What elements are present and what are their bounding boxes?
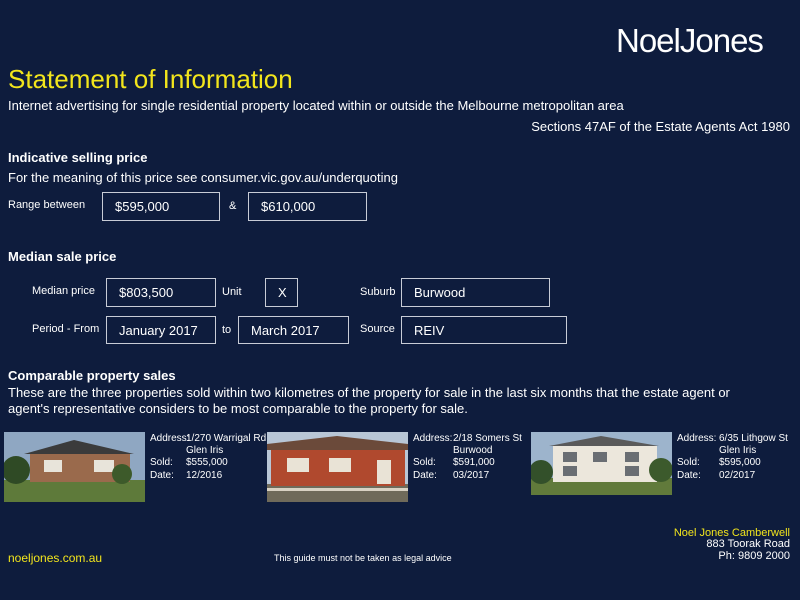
range-label: Range between (8, 199, 86, 211)
page-title: Statement of Information (8, 64, 293, 94)
range-low-field: $595,000 (102, 192, 220, 221)
noel-jones-logo: NoelJones (616, 22, 763, 59)
period-from-field: January 2017 (106, 316, 216, 344)
comparable-description-line1: These are the three properties sold within two kilometres of the property for sale in the last six months that the estate agent or (8, 385, 730, 400)
property-photo-3 (531, 432, 672, 495)
comparable-1-details: Address: 1/270 Warrigal Rd Glen Iris Sold: $555,000 Date: 12/2016 (150, 433, 267, 481)
office-name: Noel Jones Camberwell (673, 527, 790, 539)
suburb-label: Suburb (360, 286, 396, 298)
unit-label: Unit (222, 286, 242, 298)
median-price-field: $803,500 (106, 278, 216, 307)
property-photo-1 (4, 432, 145, 502)
unit-field: X (265, 278, 298, 307)
range-high-field: $610,000 (248, 192, 367, 221)
comparable-2-details: Address: 2/18 Somers St Burwood Sold: $591,000 Date: 03/2017 (413, 433, 522, 481)
website-link[interactable]: noeljones.com.au (8, 551, 103, 565)
period-to-field: March 2017 (238, 316, 349, 344)
comparable-description-line2: agent's representative considers to be most comparable to the property for sale. (8, 401, 468, 416)
comparable-sales-heading: Comparable property sales (8, 368, 176, 383)
source-label: Source (360, 323, 395, 335)
legislation-reference: Sections 47AF of the Estate Agents Act 1980 (531, 119, 790, 134)
range-and-label: & (229, 200, 237, 212)
comparable-3-details: Address: 6/35 Lithgow St Glen Iris Sold: $595,000 Date: 02/2017 (677, 433, 788, 481)
property-photo-2 (267, 432, 408, 502)
suburb-field: Burwood (401, 278, 550, 307)
indicative-price-note: For the meaning of this price see consumer.vic.gov.au/underquoting (8, 170, 398, 185)
indicative-price-heading: Indicative selling price (8, 150, 148, 165)
period-from-label: Period - From (32, 323, 100, 335)
median-price-label: Median price (32, 285, 95, 297)
source-field: REIV (401, 316, 567, 344)
page-subtitle: Internet advertising for single residential property located within or outside the Melbourne metropolitan area (8, 98, 624, 113)
legal-disclaimer: This guide must not be taken as legal advice (274, 553, 452, 563)
office-phone: Ph: 9809 2000 (718, 550, 790, 562)
period-to-label: to (222, 324, 232, 336)
median-price-heading: Median sale price (8, 249, 117, 264)
office-address: 883 Toorak Road (706, 538, 790, 550)
